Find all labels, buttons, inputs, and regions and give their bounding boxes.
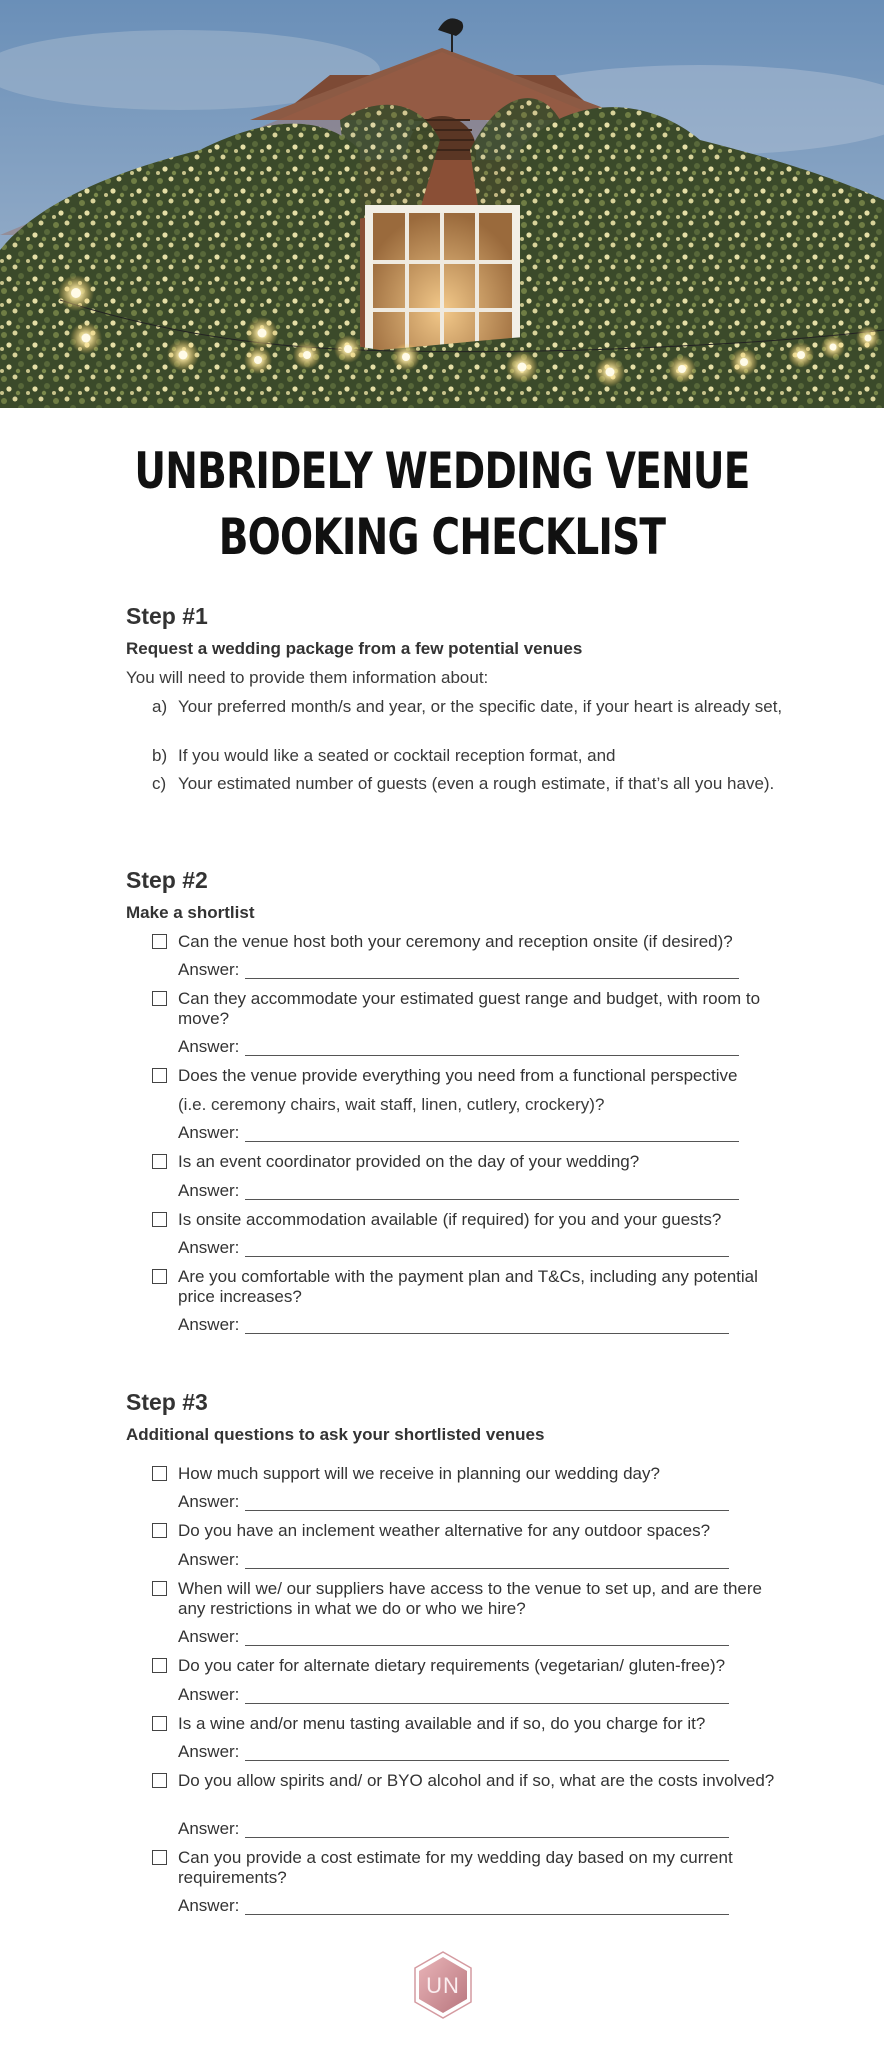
step-2-subheading: Make a shortlist: [126, 903, 255, 922]
step-1-subheading: Request a wedding package from a few potential venues: [126, 639, 583, 658]
checklist-question: [152, 1579, 792, 1619]
question-text: Is a wine and/or menu tasting available and if so, do you charge for it?: [178, 1714, 706, 1733]
question-text: Can the venue host both your ceremony and reception onsite (if desired)?: [178, 932, 733, 951]
list-item-text: Your estimated number of guests (even a rough estimate, if that’s all you have).: [178, 774, 775, 793]
answer-field[interactable]: [178, 1492, 729, 1512]
list-marker: c): [152, 774, 167, 793]
list-item: [152, 697, 792, 717]
checklist-question: [152, 1152, 792, 1172]
answer-line[interactable]: [245, 1552, 729, 1569]
answer-line[interactable]: [245, 1898, 729, 1915]
answer-label: Answer:: [178, 1896, 240, 1915]
checkbox[interactable]: [152, 1581, 167, 1596]
answer-label: Answer:: [178, 1315, 240, 1334]
answer-label: Answer:: [178, 1181, 240, 1200]
answer-line[interactable]: [245, 1744, 729, 1761]
step-1-heading: Step #1: [126, 603, 208, 629]
question-text: Do you have an inclement weather alternative for any outdoor spaces?: [178, 1521, 711, 1540]
answer-field[interactable]: [178, 1742, 729, 1762]
list-item: [152, 774, 792, 794]
answer-line[interactable]: [245, 1240, 729, 1257]
answer-line[interactable]: [245, 1687, 729, 1704]
answer-label: Answer:: [178, 1492, 240, 1511]
question-text: Can you provide a cost estimate for my wedding day based on my current requirements?: [178, 1848, 733, 1887]
answer-field[interactable]: [178, 1550, 729, 1570]
page-title: [97, 438, 787, 570]
checklist-question: [152, 989, 792, 1029]
answer-label: Answer:: [178, 1123, 240, 1142]
list-item-text: If you would like a seated or cocktail reception format, and: [178, 746, 616, 765]
checkbox[interactable]: [152, 991, 167, 1006]
checkbox[interactable]: [152, 1523, 167, 1538]
hero-photo: [0, 0, 884, 408]
answer-field[interactable]: [178, 1819, 729, 1839]
checklist-question: [152, 1210, 792, 1230]
answer-line[interactable]: [245, 1183, 739, 1200]
answer-label: Answer:: [178, 1238, 240, 1257]
step-1-intro: You will need to provide them information about:: [126, 668, 489, 687]
title-line-1: UNBRIDELY WEDDING VENUE: [134, 442, 750, 500]
answer-field[interactable]: [178, 1685, 729, 1705]
checkbox[interactable]: [152, 1466, 167, 1481]
list-marker: a): [152, 697, 168, 716]
checkbox[interactable]: [152, 1773, 167, 1788]
checklist-question: [152, 1066, 792, 1086]
question-text: Is onsite accommodation available (if required) for you and your guests?: [178, 1210, 722, 1229]
checkbox[interactable]: [152, 1269, 167, 1284]
title-line-2: BOOKING CHECKLIST: [218, 508, 666, 566]
step-3-subheading: Additional questions to ask your shortlisted venues: [126, 1425, 545, 1444]
checklist-question: [152, 1771, 792, 1791]
answer-label: Answer:: [178, 1550, 240, 1569]
checkbox[interactable]: [152, 1068, 167, 1083]
answer-field[interactable]: [178, 960, 739, 980]
answer-label: Answer:: [178, 1742, 240, 1761]
logo-text: UN: [426, 1973, 460, 1998]
answer-label: Answer:: [178, 1627, 240, 1646]
answer-line[interactable]: [245, 1125, 739, 1142]
checkbox[interactable]: [152, 1212, 167, 1227]
checkbox[interactable]: [152, 1658, 167, 1673]
question-text-continued: (i.e. ceremony chairs, wait staff, linen, cutlery, crockery)?: [178, 1095, 605, 1114]
answer-label: Answer:: [178, 1819, 240, 1838]
answer-field[interactable]: [178, 1181, 739, 1201]
question-text: Is an event coordinator provided on the day of your wedding?: [178, 1152, 640, 1171]
question-text: Are you comfortable with the payment plan and T&Cs, including any potential price increases?: [178, 1267, 758, 1306]
answer-label: Answer:: [178, 1037, 240, 1056]
checklist-question: [152, 1464, 792, 1484]
checkbox[interactable]: [152, 934, 167, 949]
answer-field[interactable]: [178, 1123, 739, 1143]
answer-field[interactable]: [178, 1896, 729, 1916]
answer-field[interactable]: [178, 1238, 729, 1258]
question-text: Can they accommodate your estimated guest range and budget, with room to move?: [178, 989, 761, 1028]
answer-line[interactable]: [245, 1494, 729, 1511]
step-3-heading: Step #3: [126, 1389, 208, 1415]
answer-field[interactable]: [178, 1315, 729, 1335]
answer-line[interactable]: [245, 962, 739, 979]
question-text: Do you allow spirits and/ or BYO alcohol and if so, what are the costs involved?: [178, 1771, 775, 1790]
list-marker: b): [152, 746, 168, 765]
list-item: [152, 746, 792, 766]
question-text: When will we/ our suppliers have access to the venue to set up, and are there any restrictions in what we do or who we hire?: [178, 1579, 762, 1618]
answer-line[interactable]: [245, 1629, 729, 1646]
answer-line[interactable]: [245, 1821, 729, 1838]
question-text: How much support will we receive in planning our wedding day?: [178, 1464, 660, 1483]
answer-label: Answer:: [178, 960, 240, 979]
answer-field[interactable]: [178, 1037, 739, 1057]
checkbox[interactable]: [152, 1154, 167, 1169]
step-2-heading: Step #2: [126, 867, 208, 893]
list-item-text: Your preferred month/s and year, or the specific date, if your heart is already set,: [178, 697, 783, 716]
checklist-question: [152, 1521, 792, 1541]
answer-line[interactable]: [245, 1039, 739, 1056]
answer-field[interactable]: [178, 1627, 729, 1647]
checkbox[interactable]: [152, 1716, 167, 1731]
checklist-question: [152, 1848, 792, 1888]
checklist-question: [152, 932, 792, 952]
question-text: Does the venue provide everything you need from a functional perspective: [178, 1066, 738, 1085]
checkbox[interactable]: [152, 1850, 167, 1865]
checklist-question: [152, 1714, 792, 1734]
question-text: Do you cater for alternate dietary requirements (vegetarian/ gluten-free)?: [178, 1656, 726, 1675]
answer-label: Answer:: [178, 1685, 240, 1704]
checklist-question: [152, 1656, 792, 1676]
brand-logo: [413, 1951, 473, 2019]
checklist-question: [152, 1267, 792, 1307]
answer-line[interactable]: [245, 1317, 729, 1334]
